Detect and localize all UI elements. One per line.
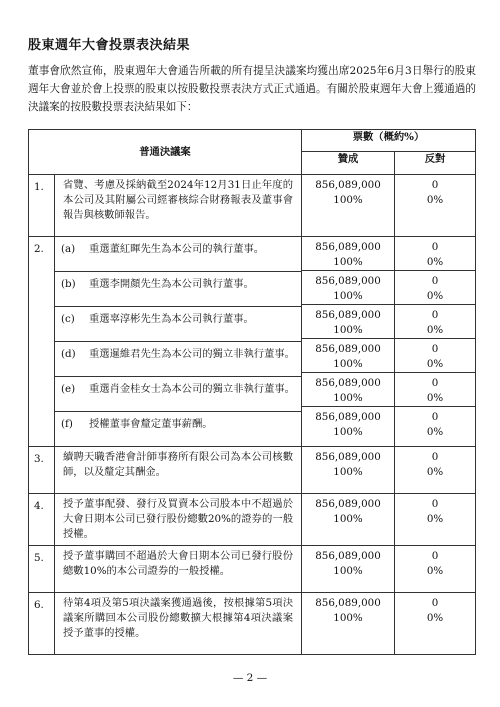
votes-against-percent: 0% <box>426 513 444 525</box>
votes-for-count: 856,089,000 <box>315 179 381 191</box>
votes-for-percent: 100% <box>333 513 363 525</box>
subitem-text: 重選李開顏先生為本公司執行董事。 <box>89 278 254 290</box>
votes-for-percent: 100% <box>333 426 363 438</box>
subitem-text: 重選肖金桂女士為本公司的獨立非執行董事。 <box>89 383 295 395</box>
header-against: 反對 <box>395 151 476 174</box>
resolution-number: 4. <box>29 494 55 546</box>
votes-for-percent: 100% <box>333 392 363 404</box>
votes-against-sub <box>395 407 475 441</box>
resolution-text: 省覽、考慮及採納截至2024年12月31日止年度的本公司及其附屬公司經審核綜合財務報表及董事會報告與核數師報告。 <box>55 175 302 237</box>
votes-against-percent: 0% <box>426 290 444 302</box>
votes-for-count: 856,089,000 <box>315 377 381 389</box>
subitem-d <box>55 342 301 377</box>
votes-against-count: 0 <box>431 498 439 510</box>
subitem-label: (a) <box>61 243 76 255</box>
table-header-row <box>29 130 476 152</box>
votes-against <box>395 494 476 546</box>
votes-for-count: 856,089,000 <box>315 597 381 609</box>
votes-against-percent: 0% <box>426 256 444 268</box>
table-row <box>29 593 476 655</box>
votes-for-sub <box>302 305 394 339</box>
resolution-subitems <box>55 237 302 447</box>
votes-against <box>395 175 476 237</box>
votes-against-count: 0 <box>431 275 439 287</box>
subitem-text: 重選辜淳彬先生為本公司執行董事。 <box>89 313 254 325</box>
votes-for-percent: 100% <box>333 565 363 577</box>
votes-against-percent: 0% <box>426 466 444 478</box>
table-row <box>29 175 476 237</box>
votes-for-count: 856,089,000 <box>315 550 381 562</box>
votes-against-count: 0 <box>431 241 439 253</box>
votes-against-percent: 0% <box>426 565 444 577</box>
subitem-c <box>55 307 301 342</box>
votes-against-sub <box>395 305 475 339</box>
resolution-text: 授予董事購回不超過於大會日期本公司已發行股份總數10%的本公司證券的一般授權。 <box>55 546 302 593</box>
subitem-f <box>55 412 301 446</box>
votes-against-sub <box>395 271 475 305</box>
subitem-a <box>55 237 301 272</box>
votes-for <box>302 546 395 593</box>
subitem-label: (d) <box>61 348 76 360</box>
votes-for-count: 856,089,000 <box>315 343 381 355</box>
votes-against <box>395 593 476 655</box>
subitem-label: (b) <box>61 278 76 290</box>
votes-for-percent: 100% <box>333 290 363 302</box>
votes-against-count: 0 <box>431 377 439 389</box>
subitem-label: (c) <box>61 313 75 325</box>
votes-for-percent: 100% <box>333 466 363 478</box>
votes-for <box>302 593 395 655</box>
subitem-text: 重選董紅暉先生為本公司的執行董事。 <box>89 243 265 255</box>
votes-against-count: 0 <box>431 309 439 321</box>
votes-against-percent: 0% <box>426 194 444 206</box>
votes-for-percent: 100% <box>333 256 363 268</box>
votes-against-count: 0 <box>431 550 439 562</box>
votes-for-percent: 100% <box>333 612 363 624</box>
subitem-label: (f) <box>61 418 73 430</box>
votes-for-sub <box>302 373 394 407</box>
votes-for-percent: 100% <box>333 194 363 206</box>
intro-paragraph: 董事會欣然宣佈，股東週年大會通告所載的所有提呈決議案均獲出席2025年6月3日舉行的股東週年大會並於會上投票的股東以按股數投票表決方式正式通過。有關於股東週年大會上獲通過的決議案的按股數投票表決結果如下： <box>28 65 476 113</box>
resolution-text: 授予董事配發、發行及買賣本公司股本中不超過於大會日期本公司已發行股份總數20%的證券的一般授權。 <box>55 494 302 546</box>
votes-against <box>395 447 476 494</box>
table-row <box>29 546 476 593</box>
votes-for <box>302 237 395 447</box>
votes-against-percent: 0% <box>426 426 444 438</box>
votes-against-sub <box>395 237 475 271</box>
votes-against-percent: 0% <box>426 612 444 624</box>
subitem-e <box>55 377 301 412</box>
header-votes: 票數（概約%） <box>302 130 476 152</box>
voting-results-table <box>28 129 476 655</box>
votes-against <box>395 546 476 593</box>
header-for: 贊成 <box>302 151 395 174</box>
votes-against-percent: 0% <box>426 324 444 336</box>
votes-for <box>302 175 395 237</box>
resolution-number: 6. <box>29 593 55 655</box>
votes-for-sub <box>302 237 394 271</box>
resolution-number: 2. <box>29 237 55 447</box>
header-resolution: 普通決議案 <box>29 130 302 175</box>
subitem-label: (e) <box>61 383 76 395</box>
votes-for-sub <box>302 407 394 441</box>
votes-against-count: 0 <box>431 179 439 191</box>
resolution-number: 3. <box>29 447 55 494</box>
votes-for-count: 856,089,000 <box>315 498 381 510</box>
votes-for-sub <box>302 339 394 373</box>
votes-for-percent: 100% <box>333 358 363 370</box>
votes-against-count: 0 <box>431 343 439 355</box>
subitem-text: 重選暹維君先生為本公司的獨立非執行董事。 <box>89 348 295 360</box>
votes-against <box>395 237 476 447</box>
subitem-b <box>55 272 301 307</box>
votes-for-percent: 100% <box>333 324 363 336</box>
votes-against-count: 0 <box>431 411 439 423</box>
page-heading: 股東週年大會投票表決結果 <box>28 38 191 53</box>
votes-against-count: 0 <box>431 451 439 463</box>
votes-for-sub <box>302 271 394 305</box>
resolution-text: 續聘天職香港會計師事務所有限公司為本公司核數師，以及釐定其酬金。 <box>55 447 302 494</box>
votes-for-count: 856,089,000 <box>315 411 381 423</box>
resolution-text: 待第4項及第5項決議案獲通過後，按根據第5項決議案所購回本公司股份總數擴大根據第4項決議案授予董事的授權。 <box>55 593 302 655</box>
table-row <box>29 494 476 546</box>
votes-for-count: 856,089,000 <box>315 309 381 321</box>
votes-for <box>302 447 395 494</box>
votes-against-sub <box>395 373 475 407</box>
votes-for-count: 856,089,000 <box>315 275 381 287</box>
votes-for-count: 856,089,000 <box>315 451 381 463</box>
subitem-text: 授權董事會釐定董事薪酬。 <box>89 418 213 430</box>
resolution-number: 5. <box>29 546 55 593</box>
votes-against-percent: 0% <box>426 392 444 404</box>
votes-against-percent: 0% <box>426 358 444 370</box>
votes-against-count: 0 <box>431 597 439 609</box>
page-number: — 2 — <box>232 672 268 684</box>
resolution-number: 1. <box>29 175 55 237</box>
votes-against-sub <box>395 339 475 373</box>
votes-for-count: 856,089,000 <box>315 241 381 253</box>
table-row <box>29 237 476 447</box>
table-row <box>29 447 476 494</box>
votes-for <box>302 494 395 546</box>
